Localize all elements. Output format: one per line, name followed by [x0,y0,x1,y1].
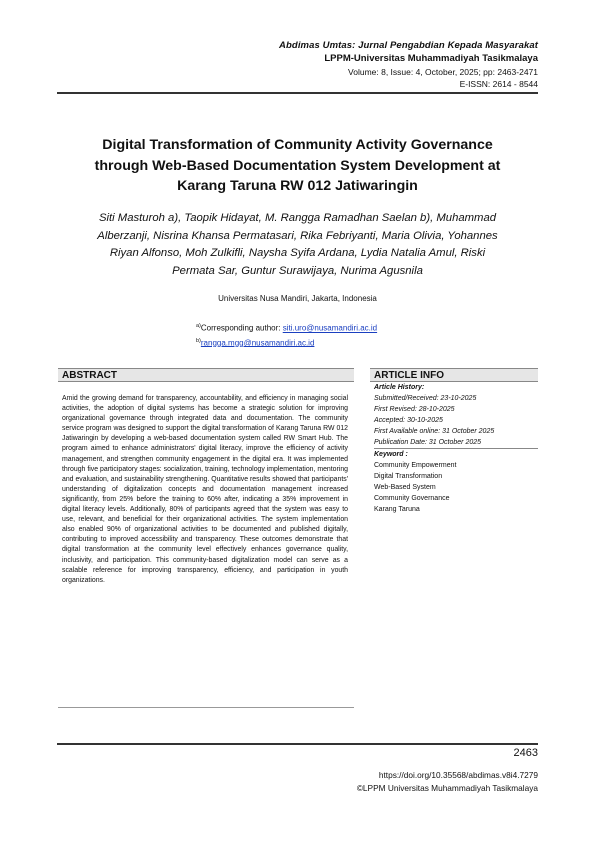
article-info [374,383,538,516]
title-line: through Web-Based Documentation System Development at [94,157,501,174]
keyword-item: Web-Based System [374,484,436,492]
author-line: Siti Masturoh a), Taopik Hidayat, M. Rangga Ramadhan Saelan b), Muhammad [98,212,497,224]
abstract-heading: ABSTRACT [58,368,354,382]
author-line: Riyan Alfonso, Moh Zulkifli, Naysha Syifa Ardana, Lydia Natalia Amul, Riski [109,247,486,259]
corresponding-label: Corresponding author: [200,323,283,333]
article-info-heading: ARTICLE INFO [370,368,538,382]
volume-line: Volume: 8, Issue: 4, October, 2025; pp: 2463-2471 [348,67,538,77]
keyword-label: Keyword : [374,451,408,459]
author-list [50,210,545,280]
abstract-text: Amid the growing demand for transparency, accountability, and efficiency in managing social activities, the adoption of digital systems has become a strategic solution for improving organizational governance through integrated data and documentation. The community service program was designed to support the digital transformation of Karang Taruna RW 012 Jatiwaringin by developing a web-based documentation system called RW Smart Hub. The program aimed to enhance administrators' digital literacy, improve the efficiency of activity management, and strengthen community engagement in the digital era. It was implemented through five participatory stages: socialization, training, technology implementation, mentoring and evaluation, and sustainability strengthening. Quantitative results showed that participants' understanding of digitalization concepts and documentation management increased significantly, from 25% before the training to 60% after, indicating a 35% improvement in digital literacy levels. Additionally, 80% of participants agreed that the system was easy to use, relevant, and beneficial for their organizational activities. The system implementation also enabled 90% of organizational activities to be documented and published digitally, contributing to improved accessibility and transparency. These outcomes demonstrate that digital transformation at the community level effectively enhances governance quality, inclusivity, and participation. This community-based digitalization model can serve as a scalable reference for improving transparency, efficiency, and participation in youth organizations. [62,395,348,584]
title-line: Digital Transformation of Community Activity Governance [102,137,493,153]
corresponding-author [196,320,377,349]
submitted-date: Submitted/Received: 23-10-2025 [374,394,477,402]
doi-link[interactable]: https://doi.org/10.35568/abdimas.v8i4.7279 [378,770,538,780]
accepted-date: Accepted: 30-10-2025 [374,416,443,424]
affiliation: Universitas Nusa Mandiri, Jakarta, Indonesia [218,294,377,303]
keyword-item: Digital Transformation [374,473,443,481]
eissn: E-ISSN: 2614 - 8544 [459,79,538,89]
abstract-divider [58,707,354,708]
revised-date: First Revised: 28-10-2025 [374,405,455,413]
paper-title [50,135,545,197]
copyright: ©LPPM Universitas Muhammadiyah Tasikmalaya [356,783,538,793]
publication-date: Publication Date: 31 October 2025 [374,438,538,450]
superscript-a: a) [196,323,201,329]
email-link-a[interactable]: siti.uro@nusamandiri.ac.id [282,323,378,333]
email-link-b[interactable]: rangga.mgg@nusamandiri.ac.id [200,338,315,348]
history-label: Article History: [374,384,425,391]
footer-divider [57,743,538,745]
superscript-b: b) [196,337,201,344]
keyword-item: Community Empowerment [374,462,457,470]
available-date: First Available online: 31 October 2025 [374,427,495,435]
author-line: Permata Sar, Guntur Surawijaya, Nurima Agusnila [172,264,423,277]
journal-name: Abdimas Umtas: Jurnal Pengabdian Kepada Masyarakat [279,40,538,51]
publisher-name: LPPM-Universitas Muhammadiyah Tasikmalaya [324,53,538,64]
title-line: Karang Taruna RW 012 Jatiwaringin [177,178,418,194]
keyword-item: Karang Taruna [374,505,420,513]
keyword-item: Community Governance [374,495,450,503]
page-number: 2463 [513,747,538,759]
author-line: Alberzanji, Nisrina Khansa Permatasari, Rika Febriyanti, Maria Olivia, Yohannes [97,229,498,242]
header-divider [57,92,538,94]
